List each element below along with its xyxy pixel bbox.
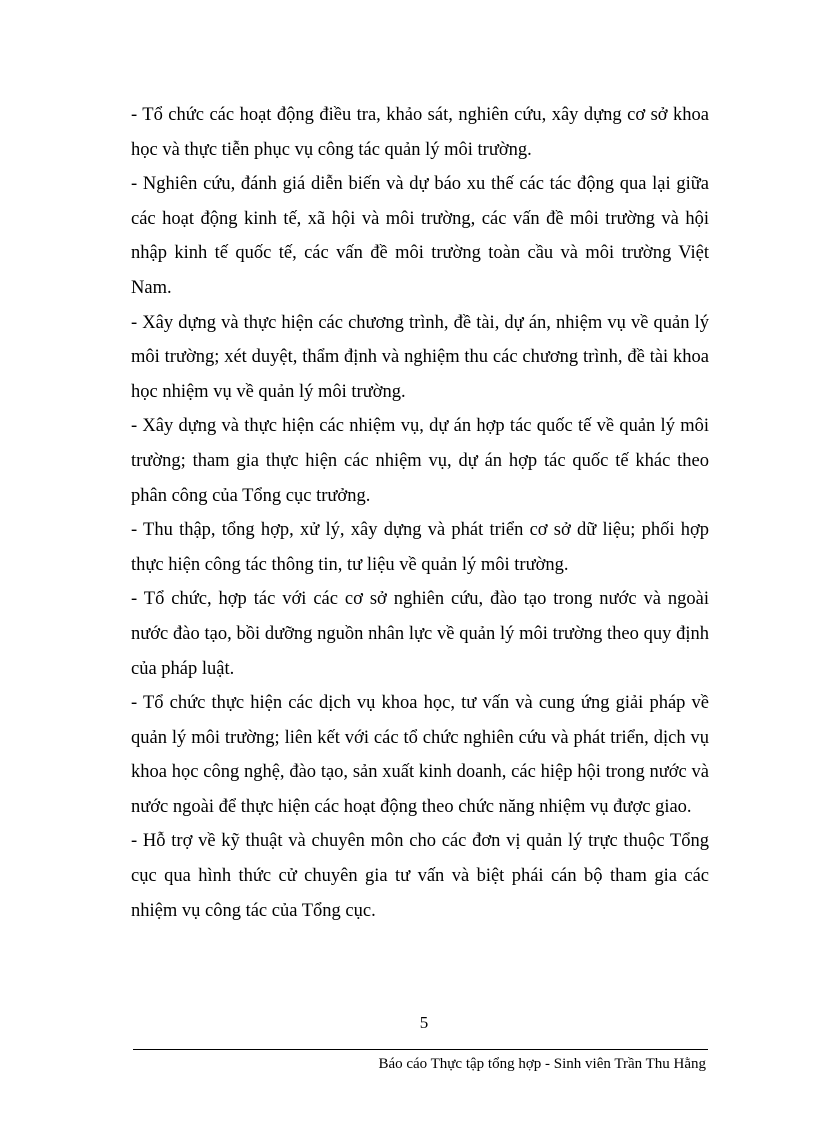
paragraph-6: - Tổ chức, hợp tác với các cơ sở nghiên cứu, đào tạo trong nước và ngoài nước đào tạo, bồi dưỡng nguồn nhân lực về quản lý môi trường theo quy định của pháp luật.	[131, 589, 709, 679]
paragraph-4: - Xây dựng và thực hiện các nhiệm vụ, dự án hợp tác quốc tế về quản lý môi trường; tham gia thực hiện các nhiệm vụ, dự án hợp tác quốc tế khác theo phân công của Tổng cục trưởng.	[131, 416, 709, 506]
paragraph-8: - Hỗ trợ về kỹ thuật và chuyên môn cho các đơn vị quản lý trực thuộc Tổng cục qua hình thức cử chuyên gia tư vấn và biệt phái cán bộ tham gia các nhiệm vụ công tác của Tổng cục.	[131, 831, 709, 921]
document-body	[131, 98, 709, 928]
paragraph-5: - Thu thập, tổng hợp, xử lý, xây dựng và phát triển cơ sở dữ liệu; phối hợp thực hiện công tác thông tin, tư liệu về quản lý môi trường.	[131, 520, 709, 575]
footer-caption: Báo cáo Thực tập tổng hợp - Sinh viên Trần Thu Hằng	[378, 1056, 706, 1072]
paragraph-2: - Nghiên cứu, đánh giá diễn biến và dự báo xu thế các tác động qua lại giữa các hoạt động kinh tế, xã hội và môi trường, các vấn đề môi trường và hội nhập kinh tế quốc tế, các vấn đề môi trường toàn cầu và môi trường Việt Nam.	[131, 174, 709, 298]
paragraph-7: - Tổ chức thực hiện các dịch vụ khoa học, tư vấn và cung ứng giải pháp về quản lý môi trường; liên kết với các tổ chức nghiên cứu và phát triển, dịch vụ khoa học công nghệ, đào tạo, sản xuất kinh doanh, các hiệp hội trong nước và nước ngoài để thực hiện các hoạt động theo chức năng nhiệm vụ được giao.	[131, 693, 709, 817]
page-number: 5	[419, 1013, 429, 1032]
paragraph-1: - Tổ chức các hoạt động điều tra, khảo sát, nghiên cứu, xây dựng cơ sở khoa học và thực tiễn phục vụ công tác quản lý môi trường.	[131, 105, 709, 160]
paragraph-3: - Xây dựng và thực hiện các chương trình, đề tài, dự án, nhiệm vụ về quản lý môi trường; xét duyệt, thẩm định và nghiệm thu các chương trình, đề tài khoa học nhiệm vụ về quản lý môi trường.	[131, 312, 709, 402]
footer-divider	[133, 1049, 708, 1050]
